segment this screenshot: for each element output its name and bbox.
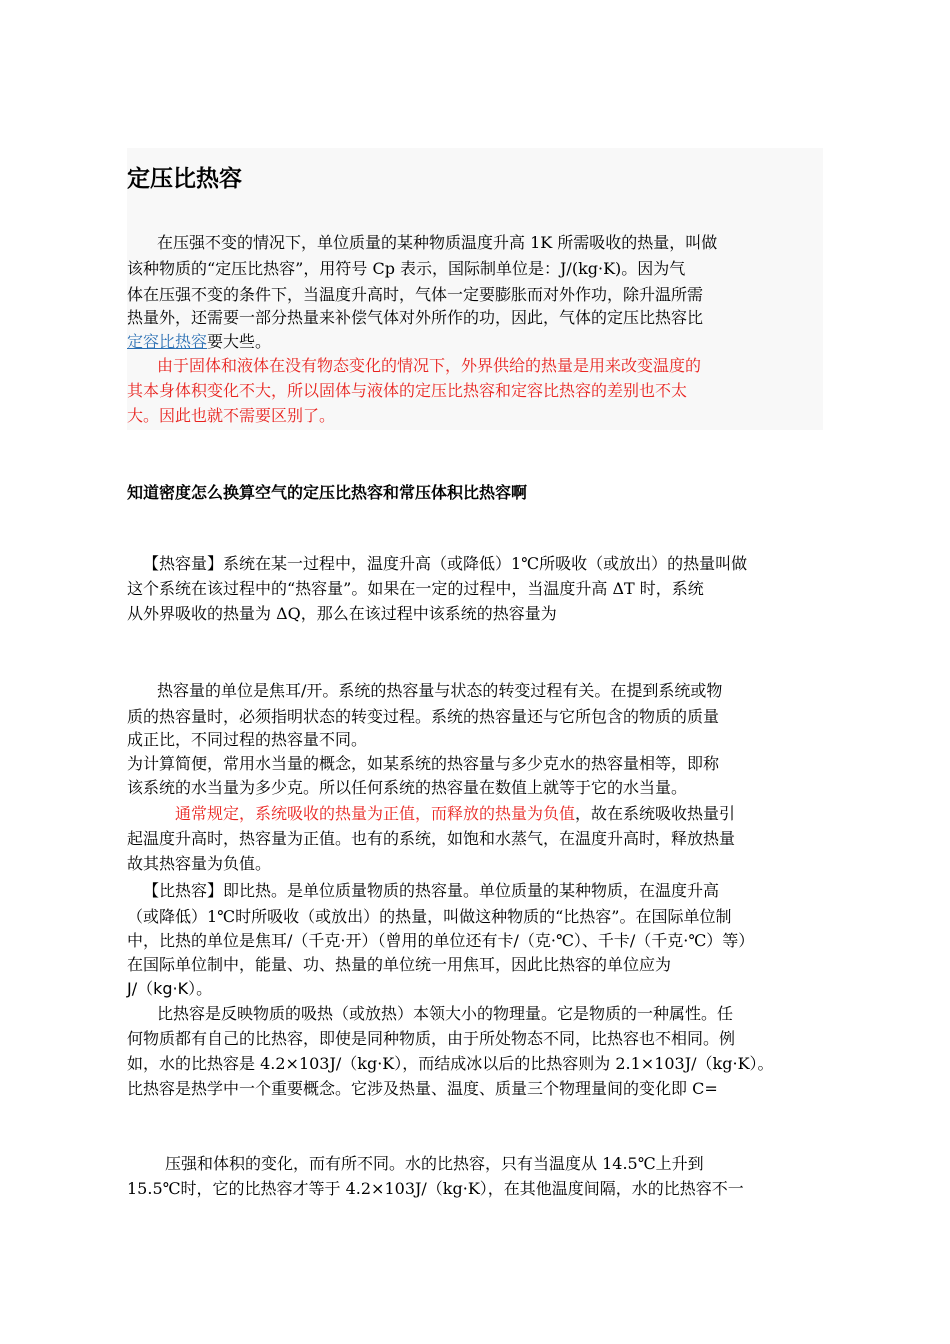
paragraph-line: 比热容是热学中一个重要概念。它涉及热量、温度、质量三个物理量间的变化即 C=: [127, 1079, 718, 1098]
paragraph-line: 中，比热的单位是焦耳/（千克·开）（曾用的单位还有卡/（克·℃）、千卡/（千克·℃）等）: [127, 931, 755, 950]
paragraph-text: ，故在系统吸收热量引: [575, 804, 736, 823]
paragraph-line: 为计算简便，常用水当量的概念，如某系统的热容量与多少克水的热容量相等，即称: [127, 754, 720, 773]
highlight-line: 其本身体积变化不大，所以固体与液体的定压比热容和定容比热容的差别也不太: [127, 381, 688, 400]
paragraph-line: （或降低）1℃时所吸收（或放出）的热量，叫做这种物质的“比热容”。在国际单位制: [127, 907, 732, 926]
section-title: 定压比热容: [127, 166, 242, 192]
paragraph-line: 故其热容量为负值。: [127, 854, 272, 873]
paragraph-line: J/（kg·K）。: [127, 979, 213, 998]
paragraph-line: 从外界吸收的热量为 ΔQ，那么在该过程中该系统的热容量为: [127, 604, 557, 623]
paragraph-line: 【比热容】即比热。是单位质量物质的热容量。单位质量的某种物质，在温度升高: [143, 881, 720, 900]
paragraph-line: 在国际单位制中，能量、功、热量的单位统一用焦耳，因此比热容的单位应为: [127, 955, 672, 974]
paragraph-line: 该系统的水当量为多少克。所以任何系统的热容量在数值上就等于它的水当量。: [127, 778, 688, 797]
paragraph-line: 成正比，不同过程的热容量不同。: [127, 730, 368, 749]
paragraph-line: 比热容是反映物质的吸热（或放热）本领大小的物理量。它是物质的一种属性。任: [157, 1004, 734, 1023]
paragraph-line: 压强和体积的变化，而有所不同。水的比热容，只有当温度从 14.5℃上升到: [165, 1154, 704, 1173]
paragraph-line: 该种物质的“定压比热容”，用符号 Cp 表示，国际制单位是：J/(kg·K)。因为气: [127, 259, 686, 278]
paragraph-line: 体在压强不变的条件下，当温度升高时，气体一定要膨胀而对外作功，除升温所需: [127, 285, 704, 304]
paragraph-line: 起温度升高时，热容量为正值。也有的系统，如饱和水蒸气，在温度升高时，释放热量: [127, 829, 736, 848]
paragraph-text: 要大些。: [207, 332, 272, 351]
paragraph-line: 【热容量】系统在某一过程中，温度升高（或降低）1℃所吸收（或放出）的热量叫做: [143, 554, 748, 573]
paragraph-line: 热容量的单位是焦耳/开。系统的热容量与状态的转变过程有关。在提到系统或物: [157, 681, 723, 700]
paragraph-line: 何物质都有自己的比热容，即使是同种物质，由于所处物态不同，比热容也不相同。例: [127, 1029, 736, 1048]
paragraph-line: 质的热容量时，必须指明状态的转变过程。系统的热容量还与它所包含的物质的质量: [127, 707, 720, 726]
paragraph-line: 热量外，还需要一部分热量来补偿气体对外所作的功，因此，气体的定压比热容比: [127, 308, 704, 327]
paragraph-line: 15.5℃时，它的比热容才等于 4.2×103J/（kg·K），在其他温度间隔，水的比热容不一: [127, 1179, 744, 1198]
paragraph-line: 在压强不变的情况下，单位质量的某种物质温度升高 1K 所需吸收的热量，叫做: [157, 233, 718, 252]
paragraph-line: 这个系统在该过程中的“热容量”。如果在一定的过程中，当温度升高 ΔT 时，系统: [127, 579, 704, 598]
highlight-line: 大。因此也就不需要区别了。: [127, 406, 336, 425]
paragraph-line: 如，水的比热容是 4.2×103J/（kg·K），而结成冰以后的比热容则为 2.1×103J/（kg·K）。: [127, 1054, 774, 1073]
paragraph-line: [175, 803, 735, 825]
question-heading: 知道密度怎么换算空气的定压比热容和常压体积比热容啊: [127, 483, 528, 502]
highlight-line: 由于固体和液体在没有物态变化的情况下，外界供给的热量是用来改变温度的: [157, 356, 702, 375]
highlight-text: 通常规定，系统吸收的热量为正值，而释放的热量为负值: [175, 804, 576, 823]
paragraph-line: [127, 331, 271, 353]
specific-heat-constant-volume-link[interactable]: 定容比热容: [127, 332, 208, 351]
